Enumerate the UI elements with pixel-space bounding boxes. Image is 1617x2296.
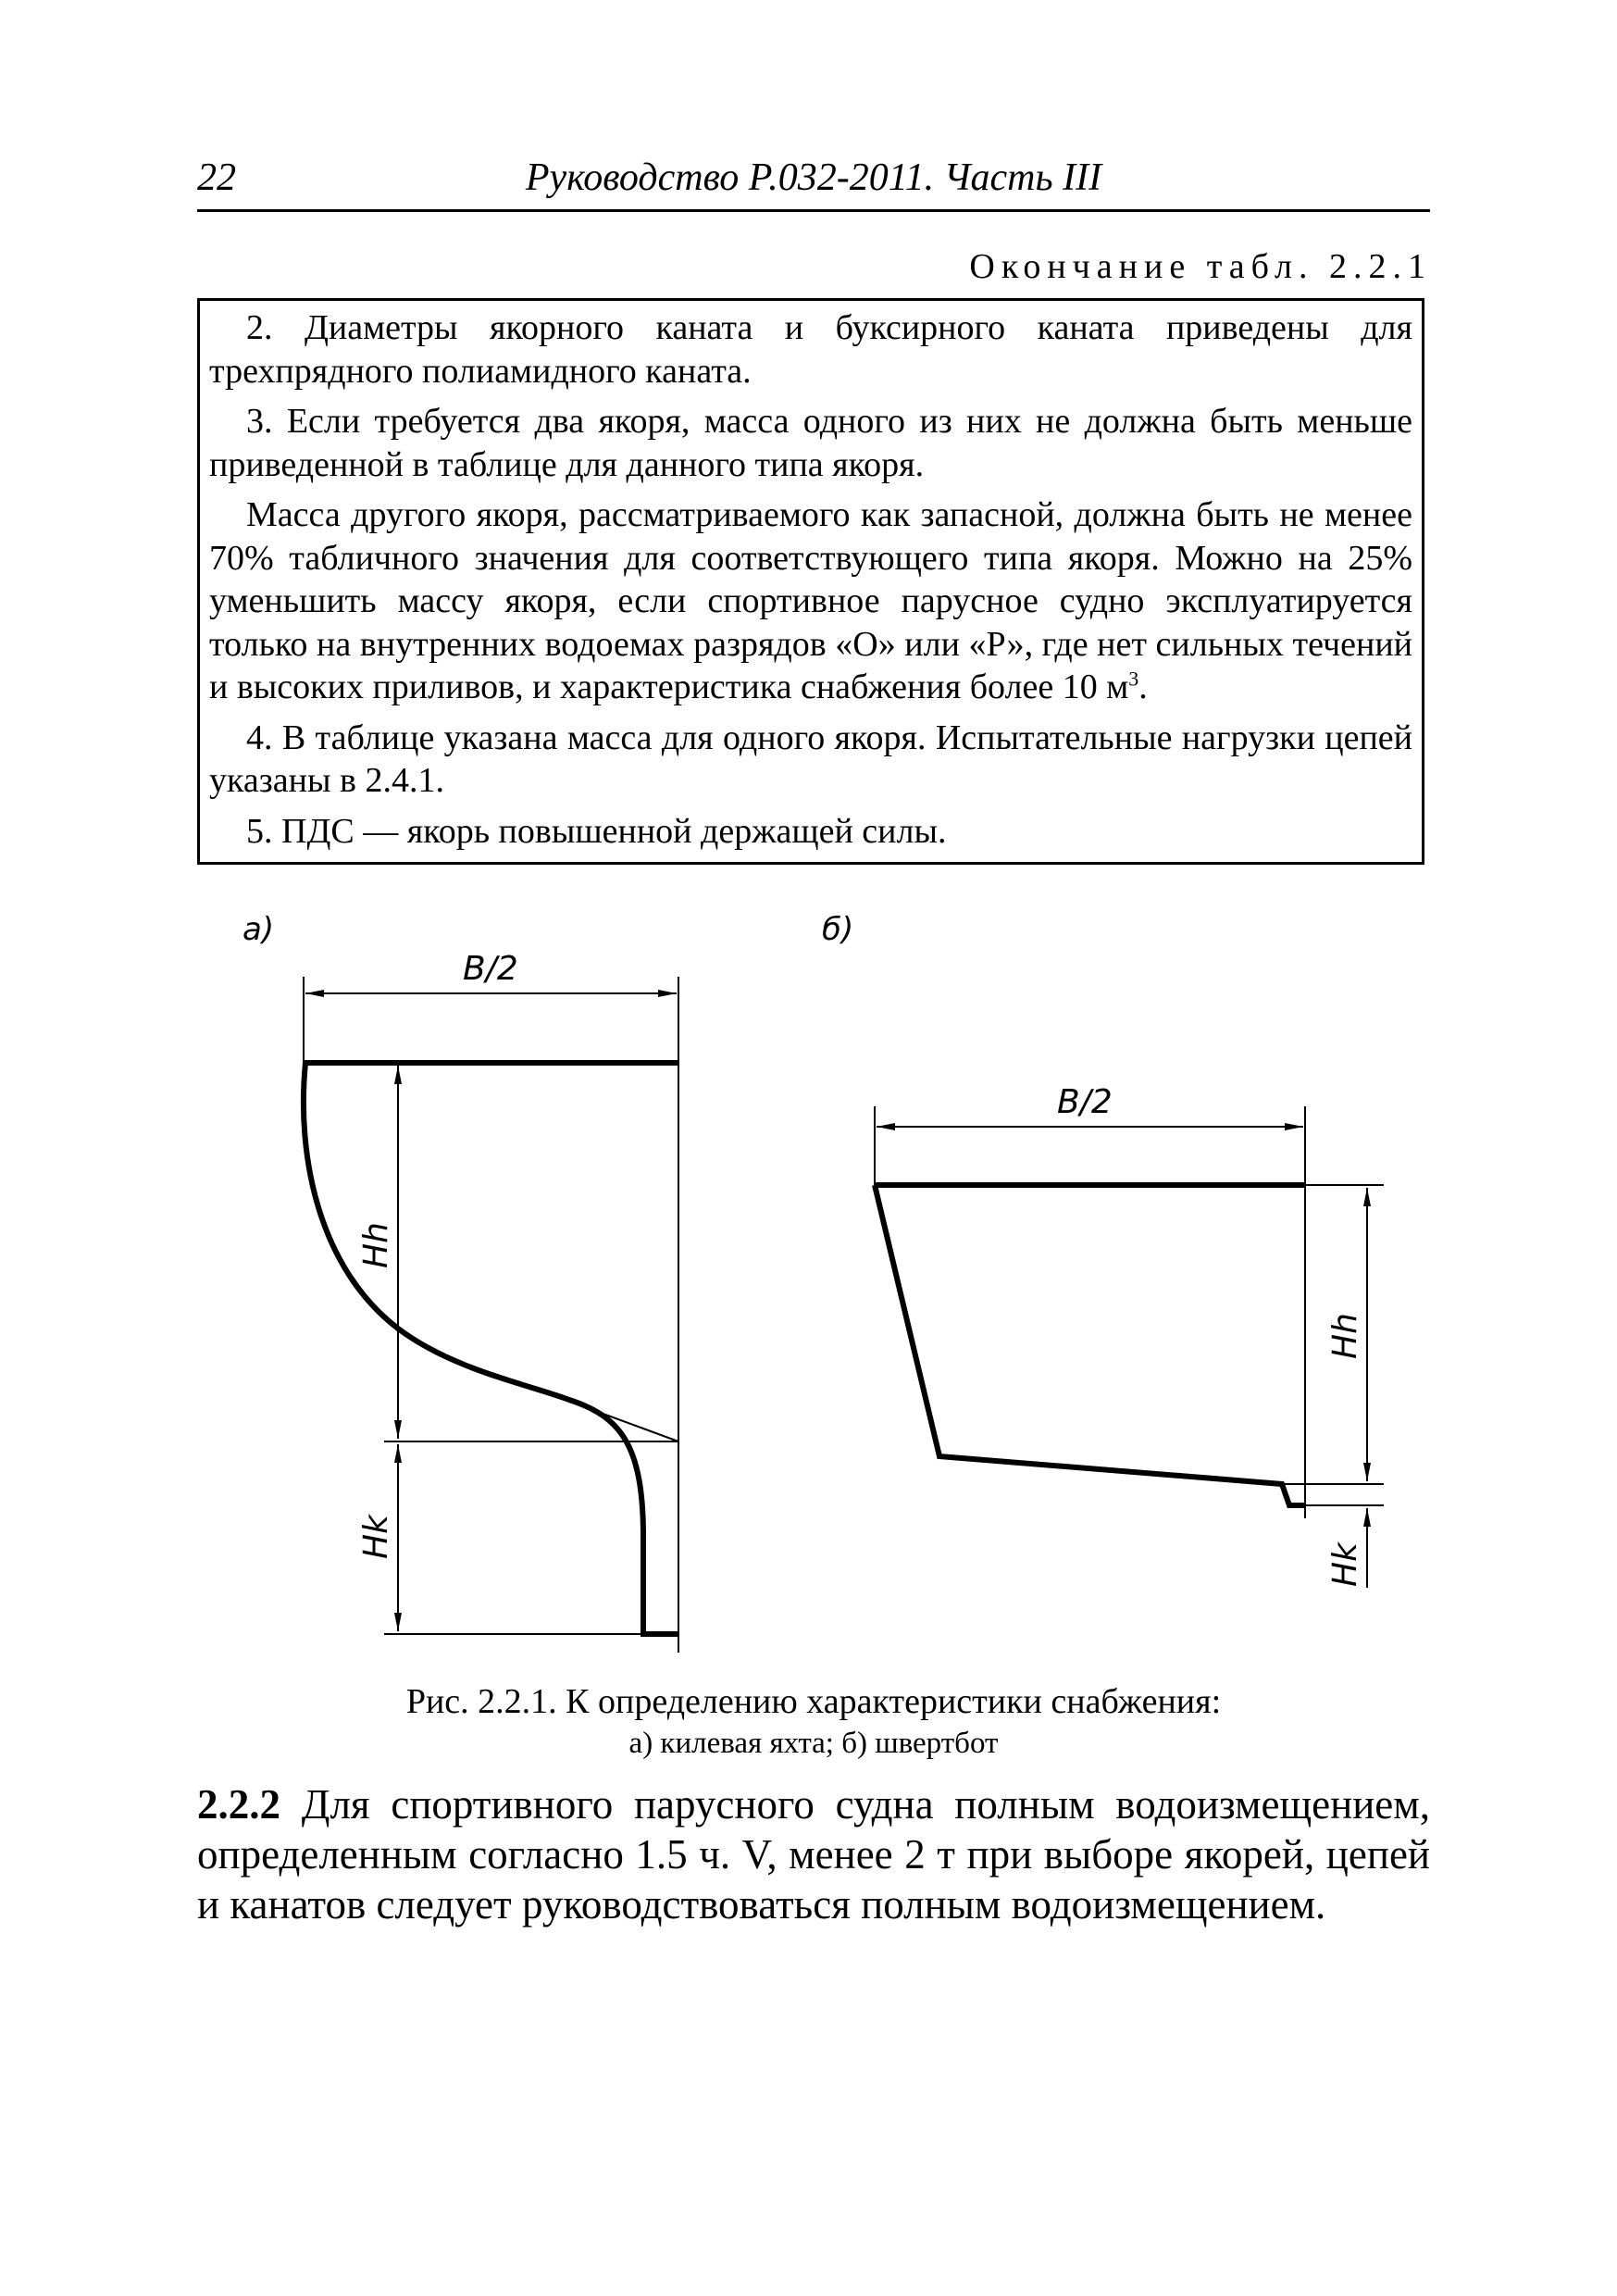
- figure-caption: [197, 1679, 1430, 1763]
- dim-label-hk-b: Hk: [1326, 1542, 1364, 1587]
- dim-label-b-half-a: B/2: [463, 950, 518, 988]
- dim-label-b-half-b: B/2: [1057, 1083, 1113, 1121]
- note-2: 2. Диаметры якорного каната и буксирного каната приведены для трехпрядного полиамидного каната.: [209, 308, 1412, 391]
- paragraph-2-2-2: [197, 1779, 1430, 1929]
- note-3: 3. Если требуется два якоря, масса одного из них не должна быть меньше приведенной в таблице для данного типа якоря.: [209, 402, 1412, 484]
- paragraph-text: Для спортивного парусного судна полным водоизмещением, определенным согласно 1.5 ч. V, менее 2 т при выборе якорей, цепей и канатов следует руководствоваться полным водоизмещением.: [197, 1781, 1430, 1928]
- figure-drawing: [0, 889, 1617, 1676]
- caption-line-2: а) килевая яхта; б) швертбот: [628, 1727, 999, 1760]
- superscript-3: 3: [1128, 667, 1139, 691]
- dim-label-hk-a: Hk: [357, 1515, 395, 1559]
- table-notes-box: [197, 298, 1424, 865]
- dim-label-hh-a: Hh: [357, 1222, 395, 1268]
- dinghy-hull-profile: [875, 1185, 1305, 1505]
- centreboard-dinghy-drawing: [875, 1083, 1384, 1588]
- note-3-continued: [209, 493, 1412, 709]
- note-5: 5. ПДС — якорь повышенной держащей силы.: [246, 811, 947, 851]
- note-4: 4. В таблице указана масса для одного якоря. Испытательные нагрузки цепей указаны в 2.4.1.: [209, 718, 1412, 800]
- table-continuation-label: Окончание табл. 2.2.1: [969, 247, 1432, 286]
- paragraph-number: 2.2.2: [197, 1781, 280, 1828]
- running-title: Руководство Р.032-2011. Часть III: [525, 156, 1102, 199]
- caption-line-1: Рис. 2.2.1. К определению характеристики снабжения:: [405, 1682, 1222, 1721]
- label-a: а): [243, 911, 275, 948]
- running-header: [197, 156, 1430, 212]
- page-number: 22: [197, 156, 236, 199]
- dim-label-hh-b: Hh: [1326, 1313, 1364, 1359]
- keel-yacht-drawing: [304, 950, 678, 1653]
- note-3-period: .: [1138, 668, 1148, 706]
- label-b: б): [822, 911, 854, 948]
- note-3-continued-text: Масса другого якоря, рассматриваемого как запасной, должна быть не менее 70% табличного значения для соответствующего типа якоря. Можно на 25% уменьшить массу якоря, если спортивное парусное судно эксплуатируется только на внутренних водоемах разрядов «О» или «Р», где нет сильных течений и высоких приливов, и характеристика снабжения более 10 м: [209, 495, 1412, 706]
